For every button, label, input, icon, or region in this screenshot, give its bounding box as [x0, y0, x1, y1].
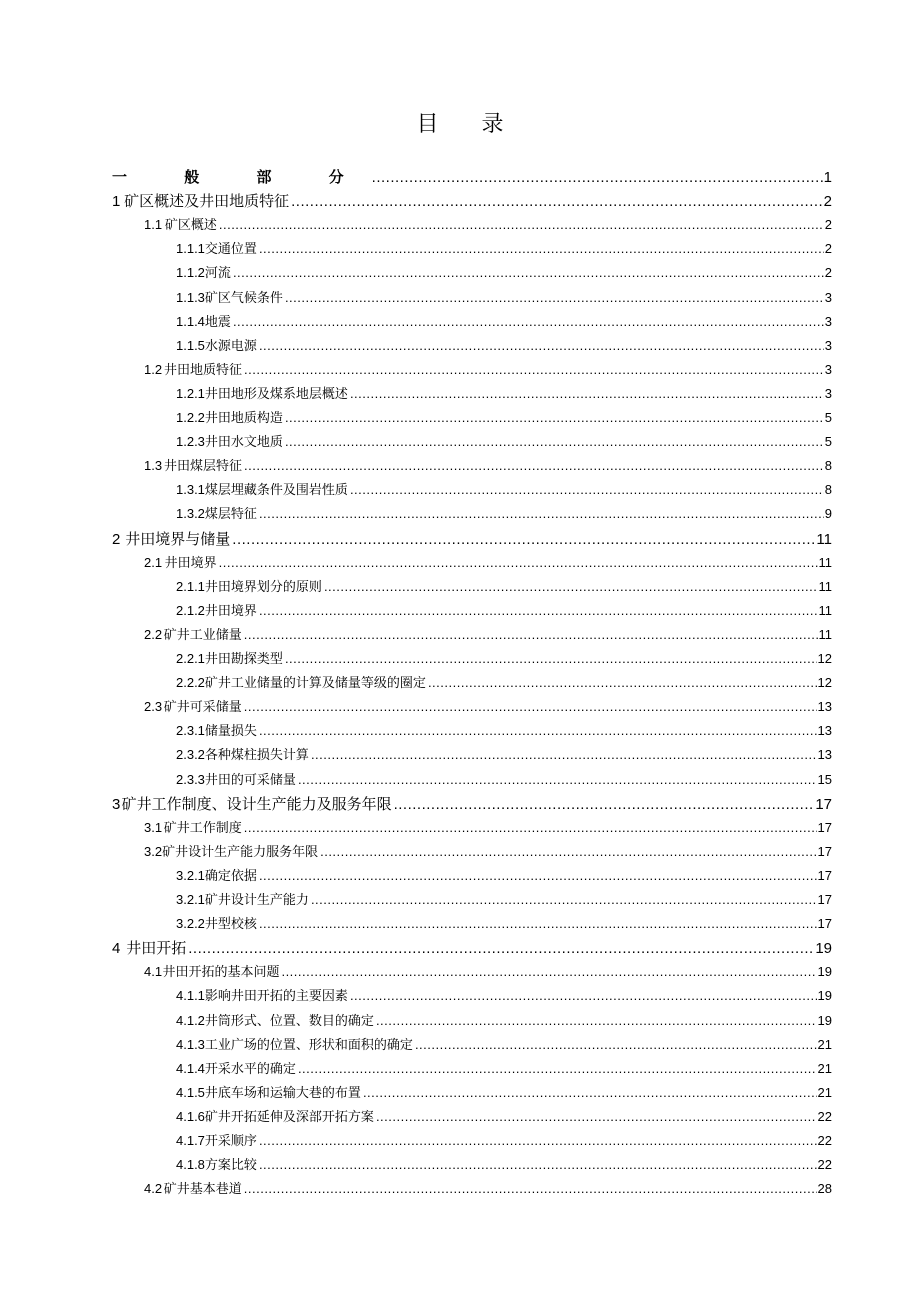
toc-entry-page-number: 17: [817, 867, 832, 883]
toc-leader-dots: [219, 217, 824, 232]
toc-leader-dots: [376, 1109, 817, 1124]
toc-leader-dots: [244, 820, 817, 835]
toc-entry[interactable]: [176, 1106, 832, 1128]
toc-entry-page-number: 8: [824, 458, 832, 474]
toc-leader-dots: [376, 1013, 817, 1028]
toc-leader-dots: [244, 362, 824, 377]
toc-entry-page-number: 17: [817, 916, 832, 932]
toc-entry-title: 一 般 部 分: [112, 168, 370, 186]
toc-entry-title: 井田地质特征: [163, 362, 242, 378]
toc-leader-dots: [298, 1061, 817, 1076]
toc-entry-number: 3.1: [144, 819, 163, 835]
toc-entry-number: 1: [112, 193, 121, 211]
toc-entry-page-number: 19: [817, 988, 832, 1004]
toc-entry-page-number: 3: [824, 337, 832, 353]
toc-entry[interactable]: [144, 455, 832, 477]
toc-leader-dots: [259, 338, 824, 353]
toc-entry-page-number: 12: [817, 675, 832, 691]
toc-entry-page-number: 19: [815, 940, 832, 958]
toc-entry-title: 煤层特征: [204, 507, 257, 523]
toc-leader-dots: [259, 916, 817, 931]
toc-entry-title: 井田开拓的基本问题: [162, 965, 280, 981]
toc-entry-page-number: 19: [817, 1012, 832, 1028]
toc-leader-dots: [372, 169, 823, 186]
toc-entry-page-number: 9: [824, 506, 832, 522]
toc-entry-number: 4.1.4: [176, 1060, 205, 1076]
toc-entry-page-number: 12: [817, 651, 832, 666]
toc-leader-dots: [350, 988, 817, 1003]
toc-entry[interactable]: [176, 383, 832, 405]
toc-entry-number: 4.1.5: [176, 1084, 205, 1100]
toc-entry[interactable]: [176, 648, 832, 670]
toc-entry-page-number: 13: [817, 699, 832, 715]
toc-entry-title: 井田煤层特征: [163, 459, 242, 475]
toc-entry[interactable]: [112, 528, 832, 550]
toc-entry-page-number: 19: [817, 964, 832, 980]
toc-leader-dots: [188, 940, 814, 957]
toc-entry-page-number: 11: [818, 602, 832, 618]
toc-entry-title: 确定依据: [204, 868, 257, 884]
toc-entry-number: 1.1.1: [176, 241, 205, 257]
toc-entry-number: 4.1.2: [176, 1012, 205, 1028]
toc-entry[interactable]: [144, 552, 832, 574]
toc-entry[interactable]: [176, 1154, 832, 1176]
toc-entry[interactable]: [176, 672, 832, 694]
toc-leader-dots: [244, 458, 824, 473]
toc-entry[interactable]: [144, 214, 832, 236]
toc-leader-dots: [259, 723, 817, 738]
toc-leader-dots: [285, 290, 824, 305]
toc-entry-page-number: 3: [824, 385, 832, 401]
toc-entry-title: 井型校核: [204, 917, 257, 933]
toc-entry[interactable]: [144, 817, 832, 839]
toc-entry-title: 矿区概述及井田地质特征: [124, 192, 290, 211]
toc-entry-title: 矿井设计生产能力: [204, 893, 309, 908]
toc-entry-title: 矿井设计生产能力服务年限: [162, 844, 319, 860]
toc-entry-title: 煤层埋藏条件及围岩性质: [204, 483, 348, 499]
toc-entry-page-number: 2: [824, 265, 832, 281]
toc-leader-dots: [311, 892, 817, 907]
toc-entry-page-number: 3: [824, 289, 832, 305]
page-title: 目 录: [416, 112, 522, 137]
toc-entry[interactable]: [176, 1058, 832, 1080]
toc-entry-number: 1.3: [144, 458, 163, 474]
toc-entry-page-number: 17: [817, 819, 832, 835]
toc-entry-title: 矿井工业储量: [163, 627, 242, 643]
toc-entry-number: 1.1.5: [176, 337, 205, 353]
toc-entry[interactable]: [176, 1010, 832, 1032]
toc-leader-dots: [244, 627, 818, 642]
toc-entry-page-number: 22: [817, 1133, 832, 1148]
toc-entry-page-number: 22: [817, 1108, 832, 1124]
toc-entry[interactable]: [144, 359, 832, 381]
toc-leader-dots: [281, 964, 816, 979]
toc-entry[interactable]: [112, 937, 832, 959]
toc-entry-page-number: 2: [824, 241, 832, 257]
toc-leader-dots: [232, 531, 815, 548]
toc-entry-number: 4.1.7: [176, 1133, 205, 1148]
toc-entry-title: 开采水平的确定: [204, 1061, 296, 1077]
toc-entry-number: 3: [112, 795, 121, 813]
toc-entry[interactable]: [176, 720, 832, 742]
toc-leader-dots: [233, 314, 824, 329]
toc-leader-dots: [259, 241, 824, 256]
toc-entry[interactable]: [144, 1178, 832, 1200]
toc-entry-number: 1.3.1: [176, 482, 205, 498]
toc-entry-number: 4.1: [144, 964, 163, 980]
toc-entry[interactable]: [176, 407, 832, 429]
toc-entry[interactable]: [144, 624, 832, 646]
toc-entry[interactable]: [176, 889, 832, 911]
toc-entry-title: 矿井工业储量的计算及储量等级的圈定: [204, 676, 426, 692]
toc-entry-title: 矿井开拓延伸及深部开拓方案: [204, 1109, 374, 1125]
toc-entry-title: 井田地质构造: [204, 411, 283, 426]
toc-entry[interactable]: [176, 600, 832, 622]
toc-leader-dots: [394, 796, 815, 813]
toc-entry-title: 井田境界与储量: [125, 529, 231, 548]
toc-entry-number: 4.2: [144, 1181, 163, 1197]
toc-entry-number: 2.1: [144, 554, 163, 570]
toc-entry-title: 交通位置: [204, 242, 257, 258]
toc-entry-page-number: 5: [824, 434, 832, 450]
toc-leader-dots: [259, 1157, 817, 1172]
toc-leader-dots: [298, 772, 817, 787]
toc-entry-number: 3.2.2: [176, 916, 205, 932]
toc-leader-dots: [259, 868, 817, 883]
toc-entry[interactable]: [144, 841, 832, 863]
toc-entry-title: 矿井工作制度: [163, 820, 242, 836]
toc-entry-page-number: 1: [823, 169, 832, 186]
toc-entry[interactable]: [176, 985, 832, 1007]
toc-entry-page-number: 3: [824, 313, 832, 329]
toc-entry-page-number: 13: [817, 723, 832, 739]
toc-leader-dots: [285, 434, 824, 449]
toc-entry-page-number: 13: [817, 747, 832, 763]
toc-entry-title: 河流: [204, 266, 231, 282]
toc-entry-title: 井田的可采储量: [204, 772, 296, 788]
toc-leader-dots: [259, 603, 818, 618]
toc-entry-number: 1.2: [144, 361, 163, 377]
toc-entry-page-number: 11: [818, 578, 832, 594]
toc-entry[interactable]: [144, 961, 832, 983]
toc-entry-number: 2: [112, 530, 121, 548]
toc-leader-dots: [244, 699, 817, 714]
toc-entry-title: 影响井田开拓的主要因素: [204, 989, 348, 1005]
toc-entry-title: 井田境界划分的原则: [204, 579, 322, 595]
toc-entry-number: 4.1.3: [176, 1036, 205, 1052]
toc-entry[interactable]: [176, 287, 832, 309]
toc-leader-dots: [320, 844, 816, 859]
toc-entry-number: 2.2: [144, 626, 163, 642]
toc-entry-page-number: 8: [824, 482, 832, 498]
toc-leader-dots: [285, 651, 817, 666]
toc-entry-title: 方案比较: [204, 1158, 257, 1174]
toc-entry[interactable]: [176, 238, 832, 260]
toc-entry[interactable]: [176, 1082, 832, 1104]
toc-entry[interactable]: [144, 696, 832, 718]
toc-entry-number: 4: [112, 940, 121, 958]
toc-entry[interactable]: [176, 744, 832, 766]
toc-leader-dots: [244, 1181, 817, 1196]
toc-leader-dots: [233, 265, 824, 280]
toc-entry-number: 2.2.1: [176, 651, 205, 666]
toc-entry-title: 井田开拓: [126, 939, 187, 958]
toc-entry-page-number: 21: [817, 1036, 832, 1052]
toc-entry-title: 矿井工作制度、设计生产能力及服务年限: [121, 794, 392, 813]
toc-entry[interactable]: [176, 1130, 832, 1152]
toc-entry-number: 1.3.2: [176, 506, 205, 522]
toc-entry-title: 开采顺序: [204, 1134, 257, 1149]
toc-entry[interactable]: [112, 793, 832, 815]
toc-entry-number: 2.3.1: [176, 723, 205, 739]
toc-entry-title: 井田水文地质: [204, 435, 283, 451]
toc-entry[interactable]: [112, 190, 832, 212]
toc-entry-page-number: 5: [824, 410, 832, 425]
toc-entry-number: 4.1.1: [176, 988, 205, 1004]
toc-entry-title: 井田境界: [204, 603, 257, 619]
toc-leader-dots: [363, 1085, 817, 1100]
toc-entry-page-number: 17: [815, 795, 832, 813]
toc-entry[interactable]: [112, 166, 832, 188]
toc-entry-title: 地震: [204, 314, 231, 330]
toc-leader-dots: [350, 386, 824, 401]
toc-entry-title: 井田境界: [164, 555, 217, 571]
toc-entry-number: 1.1: [144, 217, 163, 233]
toc-entry[interactable]: [176, 576, 832, 598]
toc-entry[interactable]: [176, 262, 832, 284]
toc-entry-number: 1.2.3: [176, 434, 205, 450]
toc-entry-title: 水源电源: [204, 338, 257, 354]
toc-entry-title: 矿井基本巷道: [163, 1182, 242, 1198]
toc-entry-number: 2.3.2: [176, 747, 205, 763]
toc-leader-dots: [350, 482, 824, 497]
toc-entry-number: 1.1.2: [176, 265, 205, 281]
toc-entry-number: 3.2.1: [176, 867, 205, 883]
toc-entry-number: 3.2: [144, 843, 163, 859]
toc-entry-number: 1.2.2: [176, 410, 205, 425]
toc-entry-page-number: 15: [817, 771, 832, 787]
toc-leader-dots: [285, 410, 824, 425]
toc-leader-dots: [415, 1037, 817, 1052]
toc-entry-number: 3.2.1: [176, 892, 205, 907]
toc-entry-page-number: 3: [824, 361, 832, 377]
toc-entry-number: 4.1.8: [176, 1157, 205, 1173]
toc-entry-page-number: 22: [817, 1157, 832, 1173]
toc-entry-title: 矿井可采储量: [163, 700, 242, 716]
toc-entry-page-number: 11: [818, 626, 832, 642]
toc-entry[interactable]: [176, 913, 832, 935]
toc-entry-number: 2.3.3: [176, 771, 205, 787]
toc-entry-number: 2.1.1: [176, 578, 205, 594]
toc-entry-title: 井田勘探类型: [204, 652, 283, 667]
toc-entry-page-number: 21: [817, 1060, 832, 1076]
toc-entry-page-number: 2: [823, 193, 832, 211]
toc-entry-number: 2.3: [144, 699, 163, 715]
toc-leader-dots: [259, 1133, 817, 1148]
toc-leader-dots: [291, 193, 823, 210]
toc-entry-page-number: 11: [816, 530, 832, 548]
toc-entry[interactable]: [176, 503, 832, 525]
toc-entry-page-number: 11: [818, 554, 832, 570]
toc-entry-number: 2.1.2: [176, 602, 205, 618]
toc-entry[interactable]: [176, 431, 832, 453]
toc-entry-page-number: 17: [817, 892, 832, 907]
toc-leader-dots: [324, 579, 818, 594]
toc-leader-dots: [428, 675, 817, 690]
toc-entry-number: 2.2.2: [176, 675, 205, 691]
toc-entry-title: 矿区概述: [164, 218, 217, 234]
toc-entry-title: 井筒形式、位置、数目的确定: [204, 1013, 374, 1029]
toc-entry-number: 1.1.4: [176, 313, 205, 329]
toc-entry-title: 井田地形及煤系地层概述: [204, 386, 348, 402]
toc-entry[interactable]: [176, 335, 832, 357]
toc-entry[interactable]: [176, 769, 832, 791]
toc-entry-page-number: 17: [817, 843, 832, 859]
toc-entry-title: 工业广场的位置、形状和面积的确定: [204, 1037, 413, 1053]
toc-entry[interactable]: [176, 865, 832, 887]
toc-entry[interactable]: [176, 1034, 832, 1056]
toc-leader-dots: [311, 747, 817, 762]
toc-entry-number: 4.1.6: [176, 1108, 205, 1124]
toc-entry-number: 1.1.3: [176, 289, 205, 305]
toc-entry-title: 井底车场和运输大巷的布置: [204, 1085, 361, 1101]
toc-entry-page-number: 21: [817, 1084, 832, 1100]
toc-entry-number: 1.2.1: [176, 385, 205, 401]
toc-entry[interactable]: [176, 311, 832, 333]
toc-entry-page-number: 28: [817, 1181, 832, 1197]
toc-entry-page-number: 2: [824, 217, 832, 233]
toc-entry[interactable]: [176, 479, 832, 501]
toc-entry-title: 储量损失: [204, 724, 257, 740]
toc-leader-dots: [259, 506, 824, 521]
toc-leader-dots: [219, 555, 818, 570]
toc-entry-title: 各种煤柱损失计算: [204, 748, 309, 764]
toc-entry-title: 矿区气候条件: [204, 290, 283, 306]
